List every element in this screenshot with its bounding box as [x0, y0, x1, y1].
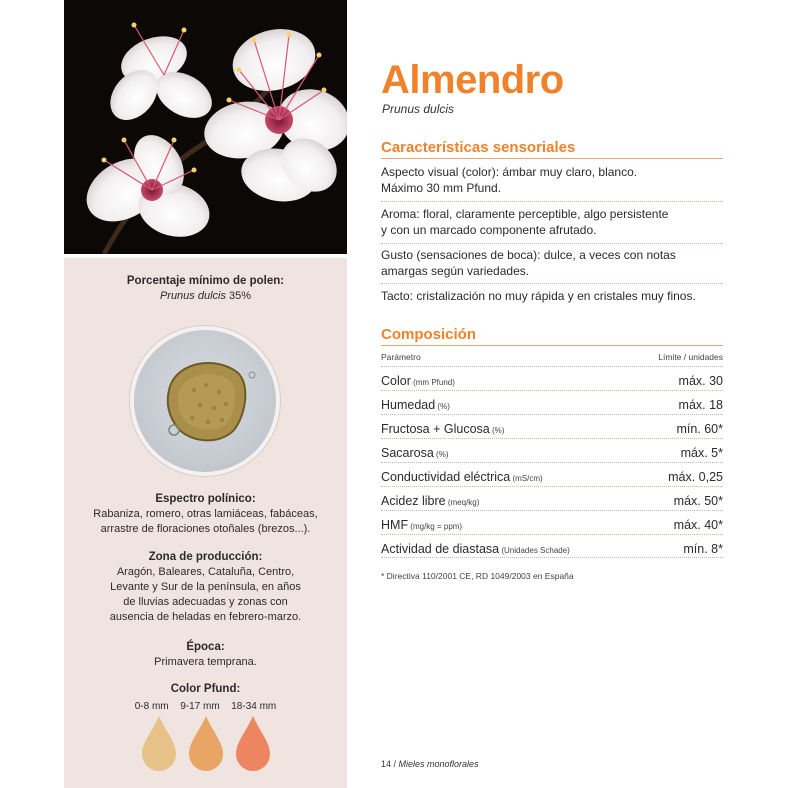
footnote: * Directiva 110/2001 CE, RD 1049/2003 en España	[381, 571, 574, 581]
param-unit: (%)	[435, 402, 450, 411]
spectrum-line: arrastre de floraciones otoñales (brezos...).	[100, 523, 311, 535]
param-value: mín. 60*	[676, 422, 723, 436]
page-footer	[381, 759, 479, 769]
param-name: Color	[381, 374, 411, 388]
zone-line: de lluvias adecuadas y zonas con	[123, 596, 288, 608]
divider	[381, 557, 723, 558]
color-drops	[64, 714, 347, 774]
color-range: 9-17 mm	[180, 701, 220, 712]
footer-separator: /	[391, 759, 399, 769]
divider	[381, 486, 723, 487]
param-value: máx. 18	[678, 398, 723, 412]
pollen-spectrum	[64, 492, 347, 537]
param-name: Sacarosa	[381, 446, 434, 460]
sensory-heading: Características sensoriales	[381, 139, 576, 156]
param-value: máx. 5*	[680, 446, 723, 460]
color-ranges	[64, 699, 347, 714]
param-value: máx. 50*	[673, 494, 723, 508]
table-row	[381, 518, 723, 532]
param-unit: (mS/cm)	[510, 474, 543, 483]
param-value: máx. 30	[678, 374, 723, 388]
param-unit: (mm Pfund)	[410, 378, 455, 387]
param-column-header: Parámetro	[381, 352, 421, 362]
param-unit: (Unidades Schade)	[499, 546, 570, 555]
drop-9-17mm	[189, 716, 223, 771]
pollen-heading: Porcentaje mínimo de polen:	[126, 275, 285, 287]
drop-18-34mm	[236, 716, 270, 771]
divider	[381, 414, 723, 415]
zone-line: Aragón, Baleares, Cataluña, Centro,	[116, 566, 295, 578]
param-value: máx. 40*	[673, 518, 723, 532]
pollen-percentage	[64, 274, 347, 304]
latin-name: Prunus dulcis	[382, 102, 455, 116]
divider	[381, 158, 723, 159]
zone-line: Levante y Sur de la península, en años	[110, 581, 301, 593]
sensory-touch	[381, 288, 723, 304]
limit-column-header: Límite / unidades	[658, 352, 723, 362]
spectrum-heading: Espectro polínico:	[155, 493, 256, 505]
pollen-grain-image	[134, 330, 280, 476]
zone-line: ausencia de heladas en febrero-marzo.	[109, 611, 302, 623]
almond-blossom-illustration	[64, 0, 347, 254]
sensory-visual	[381, 164, 723, 196]
sensory-line: y con un marcado componente afrutado.	[381, 223, 597, 237]
divider	[381, 201, 723, 202]
sensory-taste	[381, 247, 723, 279]
divider	[381, 366, 723, 367]
color-range: 0-8 mm	[134, 701, 169, 712]
season	[64, 640, 347, 670]
table-row	[381, 446, 723, 460]
table-row	[381, 542, 723, 556]
divider	[381, 534, 723, 535]
info-panel	[64, 258, 347, 788]
honey-drops	[64, 714, 347, 774]
table-row	[381, 422, 723, 436]
composition-table-header	[381, 352, 723, 362]
param-unit: (mg/kg = ppm)	[408, 522, 463, 531]
production-zone	[64, 550, 347, 625]
zone-heading: Zona de producción:	[148, 551, 263, 563]
param-value: máx. 0,25	[668, 470, 723, 484]
param-name: Conductividad eléctrica	[381, 470, 511, 484]
page-title: Almendro	[381, 58, 564, 102]
color-range: 18-34 mm	[231, 701, 277, 712]
pollen-micrograph	[130, 326, 280, 476]
param-name: HMF	[381, 518, 409, 532]
param-name: Humedad	[381, 398, 436, 412]
sensory-aroma	[381, 206, 723, 238]
spectrum-line: Rabaniza, romero, otras lamiáceas, fabáceas,	[93, 508, 318, 520]
divider	[381, 438, 723, 439]
season-heading: Época:	[186, 641, 225, 653]
sensory-line: amargas según variedades.	[381, 264, 530, 278]
composition-heading: Composición	[381, 326, 477, 343]
table-row	[381, 398, 723, 412]
sensory-line: Máximo 30 mm Pfund.	[381, 181, 502, 195]
table-row	[381, 374, 723, 388]
sensory-line: Aroma: floral, claramente perceptible, algo persistente	[381, 207, 669, 221]
param-unit: (meq/kg)	[445, 498, 480, 507]
divider	[381, 243, 723, 244]
param-unit: (%)	[433, 450, 449, 459]
divider	[381, 510, 723, 511]
param-unit: (%)	[489, 426, 505, 435]
divider	[381, 283, 723, 284]
sensory-line: Gusto (sensaciones de boca): dulce, a veces con notas	[381, 248, 676, 262]
sensory-line: Tacto: cristalización no muy rápida y en cristales muy finos.	[381, 289, 696, 303]
divider	[381, 345, 723, 346]
divider	[381, 390, 723, 391]
param-name: Acidez libre	[381, 494, 446, 508]
divider	[381, 462, 723, 463]
season-text: Primavera temprana.	[154, 656, 257, 668]
param-name: Fructosa + Glucosa	[381, 422, 490, 436]
table-row	[381, 470, 723, 484]
page-number: 14	[381, 759, 392, 769]
param-name: Actividad de diastasa	[381, 542, 500, 556]
color-heading: Color Pfund:	[170, 683, 241, 695]
param-value: mín. 8*	[683, 542, 723, 556]
pollen-species: Prunus dulcis	[159, 290, 226, 302]
pfund-color	[64, 682, 347, 714]
almond-blossom-photo	[64, 0, 347, 254]
table-row	[381, 494, 723, 508]
footer-section: Mieles monoflorales	[398, 759, 479, 769]
drop-0-8mm	[142, 716, 176, 771]
sensory-line: Aspecto visual (color): ámbar muy claro, blanco.	[381, 165, 638, 179]
pollen-percent: 35%	[225, 290, 252, 302]
